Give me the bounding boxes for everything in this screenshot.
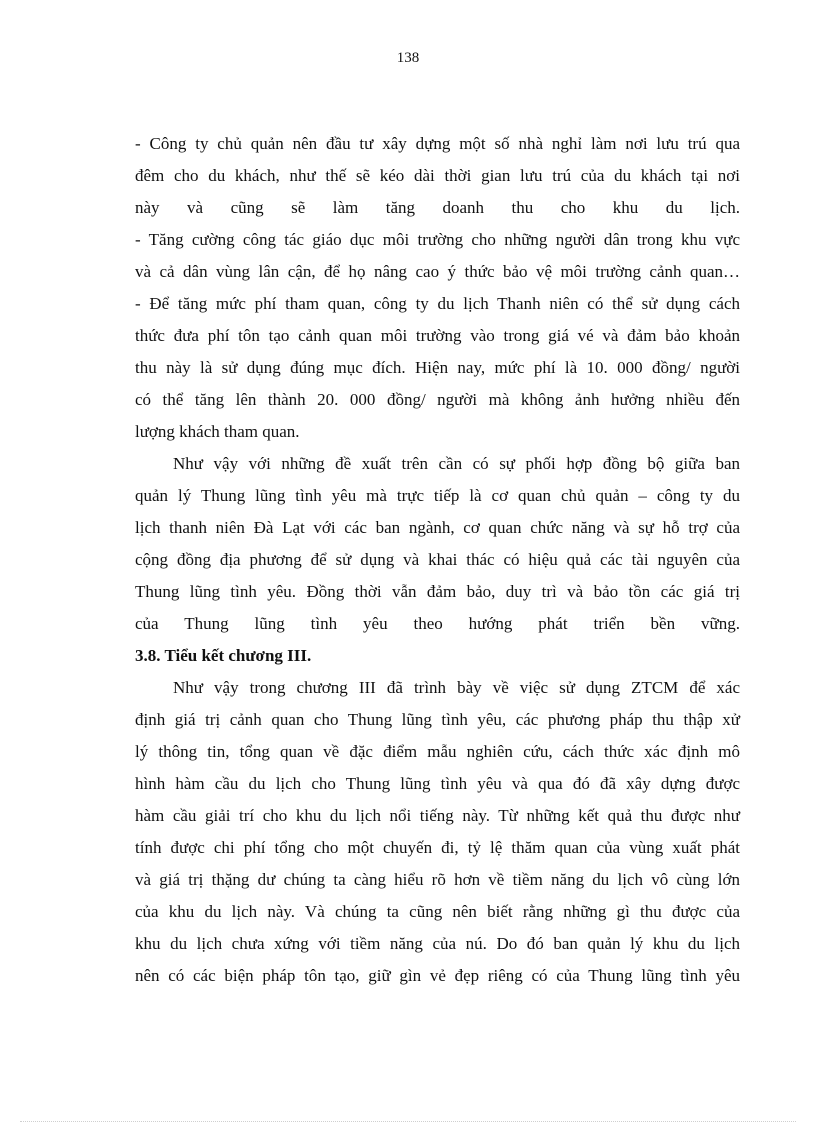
text-line: thu này là sử dụng đúng mục đích. Hiện nay, mức phí là 10. 000 đồng/ người xyxy=(135,358,740,377)
text-line: cộng đồng địa phương để sử dụng và khai thác có hiệu quả các tài nguyên của xyxy=(135,550,740,569)
text-line: - Công ty chủ quản nên đầu tư xây dựng một số nhà nghỉ làm nơi lưu trú qua xyxy=(135,134,740,153)
text-line: quản lý Thung lũng tình yêu mà trực tiếp là cơ quan chủ quản – công ty du xyxy=(135,486,740,505)
text-line: tính được chi phí tổng cho một chuyến đi, tỷ lệ thăm quan của vùng xuất phát xyxy=(135,838,740,857)
text-line: và giá trị thặng dư chúng ta càng hiểu rõ hơn về tiềm năng du lịch vô cùng lớn xyxy=(135,870,740,889)
text-line: lượng khách tham quan. xyxy=(135,422,300,441)
text-line: hàm cầu giải trí cho khu du lịch nổi tiếng này. Từ những kết quả thu được như xyxy=(135,806,740,825)
text-line: khu du lịch chưa xứng với tiềm năng của nú. Do đó ban quản lý khu du lịch xyxy=(135,934,740,953)
text-line: thức đưa phí tôn tạo cảnh quan môi trường vào trong giá vé và đảm bảo khoản xyxy=(135,326,740,345)
text-line: Như vậy trong chương III đã trình bày về việc sử dụng ZTCM để xác xyxy=(173,678,740,697)
text-line: - Để tăng mức phí tham quan, công ty du lịch Thanh niên có thể sử dụng cách xyxy=(135,294,740,313)
text-line: Thung lũng tình yêu. Đồng thời vẫn đảm bảo, duy trì và bảo tồn các giá trị xyxy=(135,582,740,601)
text-line: của Thung lũng tình yêu theo hướng phát triển bền vững. xyxy=(135,614,740,633)
text-line: định giá trị cảnh quan cho Thung lũng tình yêu, các phương pháp thu thập xử xyxy=(135,710,740,729)
text-line: có thể tăng lên thành 20. 000 đồng/ người mà không ảnh hưởng nhiều đến xyxy=(135,390,740,409)
text-line: đêm cho du khách, như thế sẽ kéo dài thời gian lưu trú của du khách tại nơi xyxy=(135,166,740,185)
page-number: 138 xyxy=(396,50,420,66)
text-line: này và cũng sẽ làm tăng doanh thu cho khu du lịch. xyxy=(135,198,740,217)
text-line: lịch thanh niên Đà Lạt với các ban ngành, cơ quan chức năng và sự hỗ trợ của xyxy=(135,518,740,537)
text-line: nên có các biện pháp tôn tạo, giữ gìn vẻ đẹp riêng có của Thung lũng tình yêu xyxy=(135,966,740,985)
text-line: của khu du lịch này. Và chúng ta cũng nên biết rằng những gì thu được của xyxy=(135,902,740,921)
text-line: - Tăng cường công tác giáo dục môi trường cho những người dân trong khu vực xyxy=(135,230,740,249)
page-bottom-divider xyxy=(20,1121,796,1122)
document-body xyxy=(135,128,740,992)
text-line: Như vậy với những đề xuất trên cần có sự phối hợp đồng bộ giữa ban xyxy=(173,454,740,473)
text-line: và cả dân vùng lân cận, để họ nâng cao ý thức bảo vệ môi trường cảnh quan… xyxy=(135,262,740,281)
text-line: lý thông tin, tổng quan về đặc điểm mẫu nghiên cứu, cách thức xác định mô xyxy=(135,742,740,761)
section-heading: 3.8. Tiểu kết chương III. xyxy=(135,646,312,665)
text-line: hình hàm cầu du lịch cho Thung lũng tình yêu và qua đó đã xây dựng được xyxy=(135,774,740,793)
